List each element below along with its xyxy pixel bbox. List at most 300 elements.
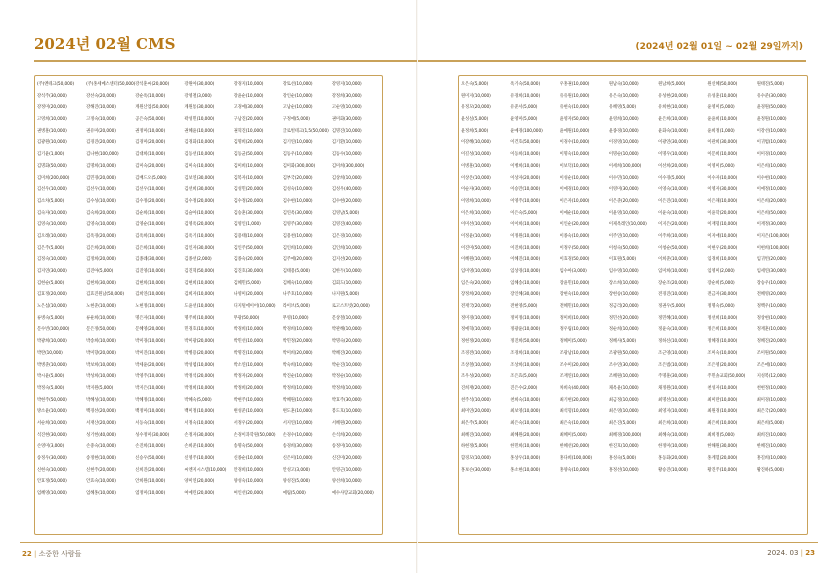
donor-entry: 김명화(50,000) — [37, 163, 67, 169]
donor-entry: 최은주(5,000) — [461, 420, 489, 426]
donor-entry: 권유미(20,000) — [86, 128, 116, 134]
donor-entry: 김숙희(20,000) — [86, 210, 116, 216]
donor-entry: 함경모(10,000) — [461, 456, 491, 461]
donor-entry: 윤정원(10,000) — [756, 117, 787, 123]
page-number-right: 23 — [805, 549, 815, 557]
donor-entry: 최명선(10,000) — [658, 397, 688, 403]
donor-entry: 박소연(10,000) — [233, 362, 264, 368]
donor-entry: 한혜진(10,000) — [756, 444, 787, 450]
donor-entry: 김숙자(10,000) — [37, 210, 67, 216]
donor-entry: 김영옥(20,000) — [184, 222, 215, 228]
donor-entry: 김진혁(50,000) — [184, 269, 215, 274]
donor-entry: 조혜원(10,000) — [608, 374, 639, 380]
donor-entry: 송명숙(50,000) — [233, 444, 264, 450]
donor-entry: 김영주(30,000) — [282, 222, 313, 228]
donor-entry: 유준서(5,000) — [510, 105, 538, 111]
donor-entry: 김동균(50,000) — [233, 152, 264, 158]
donor-entry: 이윤영(10,000) — [608, 210, 639, 216]
donor-entry: 이선희(20,000) — [658, 163, 688, 169]
donor-entry: 김수정(20,000) — [233, 198, 264, 204]
donor-entry: 임미영(10,000) — [461, 269, 491, 274]
donor-entry: 김은희(10,000) — [135, 245, 166, 251]
donor-entry: 최혜원(20,000) — [510, 432, 541, 438]
donor-entry: 지성복(12,000) — [756, 374, 787, 380]
donor-entry: 강순옥(10,000) — [135, 93, 166, 99]
donor-entry: 김진아(5,000) — [86, 269, 114, 274]
donor-entry: 원남희(5,000) — [658, 82, 686, 87]
donor-entry: 문혜영(20,000) — [135, 327, 166, 333]
donor-entry: 송정우(30,000) — [37, 456, 67, 461]
donor-entry: 홍소현(10,000) — [510, 467, 541, 473]
donor-entry: 송정현(10,000) — [86, 456, 116, 461]
donor-entry: 원태진(5,000) — [756, 82, 784, 87]
donor-entry: 이현우(20,000) — [707, 245, 738, 251]
donor-entry: 김순희(10,000) — [135, 210, 166, 216]
donor-entry: 권병훈(10,000) — [37, 128, 67, 134]
donor-entry: 강영지(10,000) — [331, 82, 362, 87]
donor-entry: 한혜선(20,000) — [559, 444, 590, 450]
donor-entry: 김영순(10,000) — [135, 222, 166, 228]
donor-entry: 김기환(10,000) — [331, 140, 362, 146]
donor-entry: 정혜사(5,000) — [608, 339, 636, 345]
donor-entry: 방소윤(10,000) — [37, 409, 67, 415]
donor-entry: 장윤민(10,000) — [559, 280, 590, 286]
donor-entry: 채정원(10,000) — [658, 385, 688, 391]
donor-entry: 홍길희(10,000) — [756, 456, 787, 461]
donor-entry: 박정자(20,000) — [233, 374, 264, 380]
donor-entry: 임은숙(20,000) — [461, 280, 491, 286]
donor-entry: 옥기숙(50,000) — [510, 82, 541, 87]
donor-entry: 이승만(10,000) — [510, 187, 541, 193]
donor-entry: 이예경(10,000) — [559, 187, 590, 193]
donor-entry: 문수빈(100,000) — [37, 327, 70, 333]
donor-entry: 나지원(5,000) — [331, 292, 359, 298]
donor-entry: 서정숙(10,000) — [184, 420, 215, 426]
donor-entry: 김진호(30,000) — [233, 269, 264, 274]
donor-entry: 권정미(10,000) — [135, 128, 166, 134]
donor-entry: 임혜송(10,000) — [510, 280, 541, 286]
donor-entry: 김지선(20,000) — [331, 257, 362, 263]
donor-entry: 정혜경(10,000) — [707, 339, 738, 345]
donor-entry: 한해원(30,000) — [707, 444, 738, 450]
donor-entry: 김인주(50,000) — [233, 245, 264, 251]
donor-entry: 손영미(3,000) — [37, 444, 65, 450]
donor-entry: 윤종경(10,000) — [608, 128, 639, 134]
donor-entry: 김영숙(10,000) — [86, 222, 116, 228]
donor-entry: 조상희(10,000) — [510, 362, 541, 368]
donor-entry: 서정우(20,000) — [233, 420, 264, 426]
donor-entry: 원남숙(10,000) — [608, 82, 639, 87]
donor-entry: 정미경(10,000) — [461, 315, 491, 321]
donor-entry: 조경전(10,000) — [461, 350, 491, 356]
donor-entry: 손희준(10,000) — [184, 444, 215, 450]
donor-entry: 이지은(100,000) — [756, 233, 790, 239]
donor-entry: 류병숙(5,000) — [37, 315, 65, 321]
donor-entry: 이주연(10,000) — [608, 233, 639, 239]
publication-name: 소중한 사람들 — [38, 550, 82, 558]
donor-entry: 김명진(10,000) — [331, 128, 362, 134]
donor-entry: 정현정(20,000) — [461, 339, 491, 345]
donor-entry: 김선우(10,000) — [37, 187, 67, 193]
donor-entry: 이이희(10,000) — [510, 222, 541, 228]
donor-entry: 이은준(20,000) — [608, 198, 639, 204]
donor-entry: 이은자(10,000) — [559, 198, 590, 204]
issue-date: 2024. 03 — [767, 549, 799, 557]
donor-entry: 이수현(10,000) — [756, 175, 787, 181]
donor-entry: 오은숙(5,000) — [461, 82, 489, 87]
donor-entry: 성수정미(30,000) — [135, 432, 170, 438]
donor-entry: 박혜진(20,000) — [331, 350, 362, 356]
donor-entry: 이문희(10,000) — [707, 152, 738, 158]
donor-entry: 장정희(20,000) — [461, 292, 491, 298]
donor-entry: 유혜영(5,000) — [608, 105, 636, 111]
donor-entry: 박지은(10,000) — [135, 385, 166, 391]
donor-entry: 이영숙(10,000) — [658, 187, 688, 193]
donor-entry: 임미희(10,000) — [658, 269, 688, 274]
donor-entry: 김지연(30,000) — [37, 269, 67, 274]
donor-entry: 안영근(10,000) — [331, 467, 362, 473]
donor-entry: 최은국(20,000) — [756, 409, 787, 415]
donor-entry: 최혜진(10,000) — [461, 432, 491, 438]
donor-entry: 김경진(20,000) — [86, 140, 116, 146]
donor-entry: 정순희(10,000) — [608, 327, 639, 333]
donor-entry: 박숙희(10,000) — [282, 362, 313, 368]
donor-entry: 윤영미(5,000) — [707, 105, 735, 111]
donor-entry: 민경호(10,000) — [184, 327, 215, 333]
donor-entry: 박민선(10,000) — [233, 339, 264, 345]
donor-grid-right — [461, 79, 806, 476]
donor-entry: 강선숙(20,000) — [86, 93, 116, 99]
header-rule-right — [418, 60, 806, 62]
donor-entry: 김소차(5,000) — [37, 198, 65, 204]
donor-entry: 유희현(10,000) — [658, 105, 688, 111]
donor-entry: 최미란(10,000) — [707, 397, 738, 403]
donor-entry: 이효원(5,000) — [608, 257, 636, 263]
donor-entry: 봉도호(10,000) — [331, 409, 362, 415]
donor-entry: 최석형(10,000) — [559, 409, 590, 415]
donor-entry: 임수영(10,000) — [608, 269, 639, 274]
donor-entry: 박진순(10,000) — [282, 374, 313, 380]
donor-entry: 홍보슨(30,000) — [461, 467, 491, 473]
donor-entry: 신현숙(10,000) — [37, 467, 67, 473]
donor-entry: 구정예(5,000) — [282, 117, 310, 123]
donor-entry: 곽성민(10,000) — [184, 117, 215, 123]
donor-entry: 유유원(10,000) — [559, 93, 590, 99]
donor-entry: 이진미(50,000) — [461, 245, 491, 251]
donor-entry: 김영진(40,000) — [331, 222, 362, 228]
donor-entry: 권혜윤(10,000) — [184, 128, 215, 134]
donor-entry: 박효주(30,000) — [331, 397, 362, 403]
donor-entry: 최은숙(10,000) — [510, 420, 541, 426]
donor-entry: 김명희(10,000) — [86, 163, 116, 169]
donor-entry: 김기윤(1,000) — [37, 152, 65, 158]
donor-entry: 김수성(10,000) — [86, 198, 116, 204]
donor-entry: 김배드오(5,000) — [135, 175, 167, 181]
donor-entry: 정명숙(5,000) — [707, 304, 735, 310]
donor-entry: 신영주(10,000) — [184, 456, 215, 461]
donor-entry: 김인희(10,000) — [331, 245, 362, 251]
donor-entry: 조은효(5,000) — [510, 374, 538, 380]
donor-entry: 최기현(20,000) — [559, 397, 590, 403]
donor-entry: 홍계혈(20,000) — [707, 456, 738, 461]
donor-entry: 정우림(10,000) — [559, 327, 590, 333]
donor-entry: 이길성(10,000) — [461, 152, 491, 158]
donor-entry: 김경화(10,000) — [184, 140, 215, 146]
donor-entry: 유수준(30,000) — [756, 93, 787, 99]
donor-entry: 김나현(100,000) — [86, 152, 119, 158]
donor-entry: 강석훈씨(20,000) — [135, 82, 170, 87]
donor-entry: 신현주(20,000) — [86, 467, 116, 473]
donor-entry: 김옥희(10,000) — [135, 233, 166, 239]
donor-entry: 이은희(20,000) — [756, 198, 787, 204]
donor-entry: 유은숙(10,000) — [608, 93, 639, 99]
donor-entry: 박미광(20,000) — [184, 339, 215, 345]
donor-entry: 김기연(10,000) — [282, 140, 313, 146]
donor-entry: 김연옥(30,000) — [282, 210, 313, 216]
donor-entry: 이정윤(10,000) — [461, 233, 491, 239]
donor-entry: 이명숙(10,000) — [559, 152, 590, 158]
donor-entry: 박명숙(20,000) — [331, 339, 362, 345]
donor-entry: 윤은희(10,000) — [658, 117, 688, 123]
donor-entry: 이귀범(10,000) — [756, 140, 787, 146]
donor-entry: 이영희(10,000) — [461, 198, 491, 204]
donor-entry: 박혜원(10,000) — [282, 397, 313, 403]
donor-entry: 박란(10,000) — [37, 350, 63, 356]
donor-entry: 조은영(20,000) — [707, 362, 738, 368]
donor-entry: 김상희(10,000) — [331, 175, 362, 181]
donor-entry: 박정순(10,000) — [331, 374, 362, 380]
donor-entry: 조미숙(10,000) — [707, 350, 738, 356]
donor-entry: 최원경(10,000) — [707, 409, 738, 415]
donor-entry: 이은희(50,000) — [756, 210, 787, 216]
donor-entry: 신희진(20,000) — [135, 467, 166, 473]
donor-entry: 원신혜(50,000) — [707, 82, 738, 87]
footer-rule-right — [418, 542, 818, 543]
donor-entry: 송경희(30,000) — [282, 444, 313, 450]
donor-entry: 김용태(10,000) — [233, 233, 264, 239]
donor-entry: 이상온(10,000) — [461, 175, 491, 181]
donor-entry: 손경수(10,000) — [282, 432, 313, 438]
donor-entry: 손석희(20,000) — [331, 432, 362, 438]
donor-entry: 백경선(20,000) — [86, 409, 116, 415]
donor-entry: 이주희(10,000) — [658, 233, 688, 239]
donor-entry: 이혜진(10,000) — [510, 257, 541, 263]
donor-entry: 김영인(1,000) — [233, 222, 261, 228]
donor-entry: 홍동화(20,000) — [658, 456, 688, 461]
donor-entry: 최혜숙(10,000) — [658, 432, 688, 438]
donor-entry: 정민선(20,000) — [608, 315, 639, 321]
donor-entry: 임경희(10,000) — [707, 257, 738, 263]
donor-entry: 이미선(10,000) — [461, 222, 491, 228]
donor-entry: 박현주(50,000) — [37, 397, 67, 403]
donor-entry: 김옥기(10,000) — [184, 233, 215, 239]
donor-entry: 전혜민(10,000) — [559, 304, 590, 310]
donor-entry: 이건호(50,000) — [510, 140, 541, 146]
donor-entry: 장순조(20,000) — [658, 280, 688, 286]
donor-entry: 최은숙(10,000) — [559, 420, 590, 426]
donor-entry: 박혜정(10,000) — [135, 397, 166, 403]
donor-entry: 천희숙(10,000) — [510, 397, 541, 403]
donor-entry: 김선우(10,000) — [86, 187, 116, 193]
donor-grid-left — [37, 79, 381, 500]
donor-entry: 박미희(20,000) — [282, 350, 313, 356]
donor-entry: 이윤숙(10,000) — [658, 210, 688, 216]
donor-entry: 김희연(10,000) — [135, 292, 166, 298]
donor-entry: 조상철(10,000) — [461, 362, 491, 368]
donor-entry: 변도훈(10,000) — [282, 409, 313, 415]
donor-entry: 최은진(5,000) — [608, 420, 636, 426]
donor-entry: 박병준(10,000) — [37, 362, 67, 368]
donor-entry: 이종숙(10,000) — [559, 233, 590, 239]
donor-entry: 이은숙(5,000) — [510, 210, 538, 216]
donor-entry: 윤영자(50,000) — [559, 117, 590, 123]
donor-entry: 나주호(10,000) — [282, 292, 313, 298]
donor-entry: 구남진(20,000) — [233, 117, 264, 123]
donor-entry: 이강혜(10,000) — [461, 140, 491, 146]
donor-entry: 박미경(10,000) — [135, 339, 166, 345]
donor-entry: 윤영희(10,000) — [608, 117, 639, 123]
donor-entry: 조경희(10,000) — [510, 350, 541, 356]
donor-entry: 최미연(20,000) — [461, 409, 491, 415]
donor-entry: 라이브(5,000) — [282, 304, 310, 310]
donor-entry: 김미숙(10,000) — [184, 163, 215, 169]
donor-entry: 유성훈(10,000) — [707, 93, 738, 99]
donor-entry: 최혜경(100,000) — [608, 432, 642, 438]
donor-entry: 박관해(10,000) — [331, 327, 362, 333]
donor-entry: 무광(50,000) — [233, 315, 260, 321]
donor-entry: 조근영(10,000) — [658, 350, 688, 356]
donor-entry: 최금정(10,000) — [608, 397, 639, 403]
donor-entry: 유정모(20,000) — [461, 105, 491, 111]
donor-entry: 강원아(30,000) — [184, 82, 215, 87]
donor-entry: 황승진(10,000) — [658, 467, 688, 473]
donor-entry: 김영남(5,000) — [331, 210, 359, 216]
donor-entry: 손정자(30,000) — [184, 432, 215, 438]
donor-entry: 박정석(20,000) — [184, 374, 215, 380]
donor-entry: 여인선(20,000) — [233, 491, 264, 497]
donor-entry: 홍정선(10,000) — [608, 467, 639, 473]
donor-entry: 김태용(5,000) — [282, 269, 310, 274]
donor-entry: 고경예(30,000) — [233, 105, 264, 111]
donor-entry: 박정희(10,000) — [184, 385, 215, 391]
donor-entry: 조광남(10,000) — [559, 350, 590, 356]
donor-entry: 박정숙(5,000) — [37, 385, 65, 391]
donor-entry: 윤희정(1,000) — [707, 128, 735, 134]
donor-entry: 정광윤(10,000) — [510, 327, 541, 333]
donor-entry: 윤영미(5,000) — [510, 117, 538, 123]
donor-entry: 김영숙(10,000) — [37, 222, 67, 228]
donor-entry: 서동숙(10,000) — [135, 420, 166, 426]
donor-entry: 이병희(10,000) — [510, 163, 541, 169]
donor-entry: 김미희(200,000) — [37, 175, 70, 181]
donor-entry: 박영주(10,000) — [135, 374, 166, 380]
donor-entry: 정은희(10,000) — [707, 327, 738, 333]
donor-entry: 임세연(30,000) — [756, 269, 787, 274]
donor-entry: 김명희(20,000) — [233, 140, 264, 146]
donor-entry: 문은정(50,000) — [86, 327, 116, 333]
donor-entry: 홍성숙(5,000) — [608, 456, 636, 461]
donor-entry: 김동우(10,000) — [282, 152, 313, 158]
donor-entry: 씨엔지시스템(10,000) — [184, 467, 227, 473]
donor-entry: 이병훈(10,000) — [461, 163, 491, 169]
donor-entry: 이영주(10,000) — [510, 198, 541, 204]
donor-entry: 박송희(10,000) — [86, 339, 116, 345]
donor-entry: 이성순(10,000) — [559, 175, 590, 181]
donor-entry: 김현희(10,000) — [184, 280, 215, 286]
donor-entry: 안희원(10,000) — [135, 479, 166, 485]
donor-entry: 김광원(10,000) — [37, 140, 67, 146]
donor-entry: 천현정(10,000) — [756, 385, 787, 391]
donor-entry: 박혜성(10,000) — [86, 397, 116, 403]
donor-entry: 김수정(20,000) — [135, 198, 166, 204]
donor-entry: 최희진(10,000) — [756, 432, 787, 438]
donor-entry: 김주예(20,000) — [282, 257, 313, 263]
donor-entry: 이관희(30,000) — [707, 140, 738, 146]
donor-entry: 이예정(10,000) — [756, 187, 787, 193]
donor-entry: 박민정(20,000) — [282, 339, 313, 345]
donor-entry: 최영지(10,000) — [658, 409, 688, 415]
donor-entry: 변성준(10,000) — [233, 409, 264, 415]
donor-entry: 황진주(10,000) — [707, 467, 738, 473]
donor-entry: 무영(10,000) — [282, 315, 309, 321]
donor-entry: 이은희(10,000) — [461, 210, 491, 216]
donor-entry: 이경수(10,000) — [559, 140, 590, 146]
donor-entry: 이영자(30,000) — [707, 187, 738, 193]
donor-entry: 박정희(20,000) — [233, 385, 264, 391]
donor-entry: 박경희(10,000) — [233, 327, 264, 333]
donor-entry: 황진하(5,000) — [756, 467, 784, 473]
donor-entry: 신승우(50,000) — [135, 456, 166, 461]
donor-entry: 윤정희(5,000) — [461, 128, 489, 134]
donor-entry: 노현정(10,000) — [135, 304, 166, 310]
donor-entry: 이수경(5,000) — [658, 175, 686, 181]
donor-entry: 장현숙(10,000) — [559, 292, 590, 298]
donor-entry: 윤윤희(10,000) — [707, 117, 738, 123]
donor-entry: 김보연(30,000) — [184, 175, 215, 181]
donor-entry: 임귀빈(20,000) — [756, 257, 787, 263]
donor-entry: 성기헌(40,000) — [86, 432, 116, 438]
donor-entry: 최은희(5,000) — [756, 420, 784, 426]
donor-entry: 이순자(30,000) — [461, 187, 491, 193]
donor-entry: 최은희(10,000) — [658, 420, 688, 426]
donor-entry: 전금자(30,000) — [707, 292, 738, 298]
donor-entry: 여예린(20,000) — [184, 491, 215, 497]
donor-entry: 글로벌테크(1,5(50,000) — [282, 128, 329, 134]
donor-entry: 디지털에이어(10,000) — [233, 304, 276, 310]
donor-entry: 이지은(20,000) — [658, 222, 688, 228]
donor-entry: 임상경(10,000) — [510, 269, 541, 274]
donor-entry: 정혜미(5,000) — [559, 339, 587, 345]
page-title: 2024년 02월 CMS — [34, 35, 176, 53]
right-page — [418, 0, 835, 573]
donor-entry: 이재형(10,000) — [707, 222, 738, 228]
donor-entry: 이영미(30,000) — [608, 187, 639, 193]
donor-entry: 예림(5,000) — [282, 491, 306, 497]
donor-entry: 고남순(10,000) — [282, 105, 313, 111]
donor-entry: 조우성(20,000) — [461, 374, 491, 380]
donor-entry: 박성엽(10,000) — [184, 362, 215, 368]
donor-entry: 박혜숙(5,000) — [184, 397, 212, 403]
donor-entry: 김인희(10,000) — [282, 245, 313, 251]
donor-entry: 이명순(10,000) — [608, 152, 639, 158]
donor-entry: 송정미(10,000) — [331, 444, 362, 450]
donor-entry: 박미진(10,000) — [135, 350, 166, 356]
donor-entry: 김선희(30,000) — [184, 187, 215, 193]
donor-entry: 김미희(300,000) — [331, 163, 365, 169]
donor-entry: 김종숙(20,000) — [233, 257, 264, 263]
donor-entry: 우홍권(10,000) — [559, 82, 590, 87]
donor-entry: 백미정(10,000) — [184, 409, 215, 415]
